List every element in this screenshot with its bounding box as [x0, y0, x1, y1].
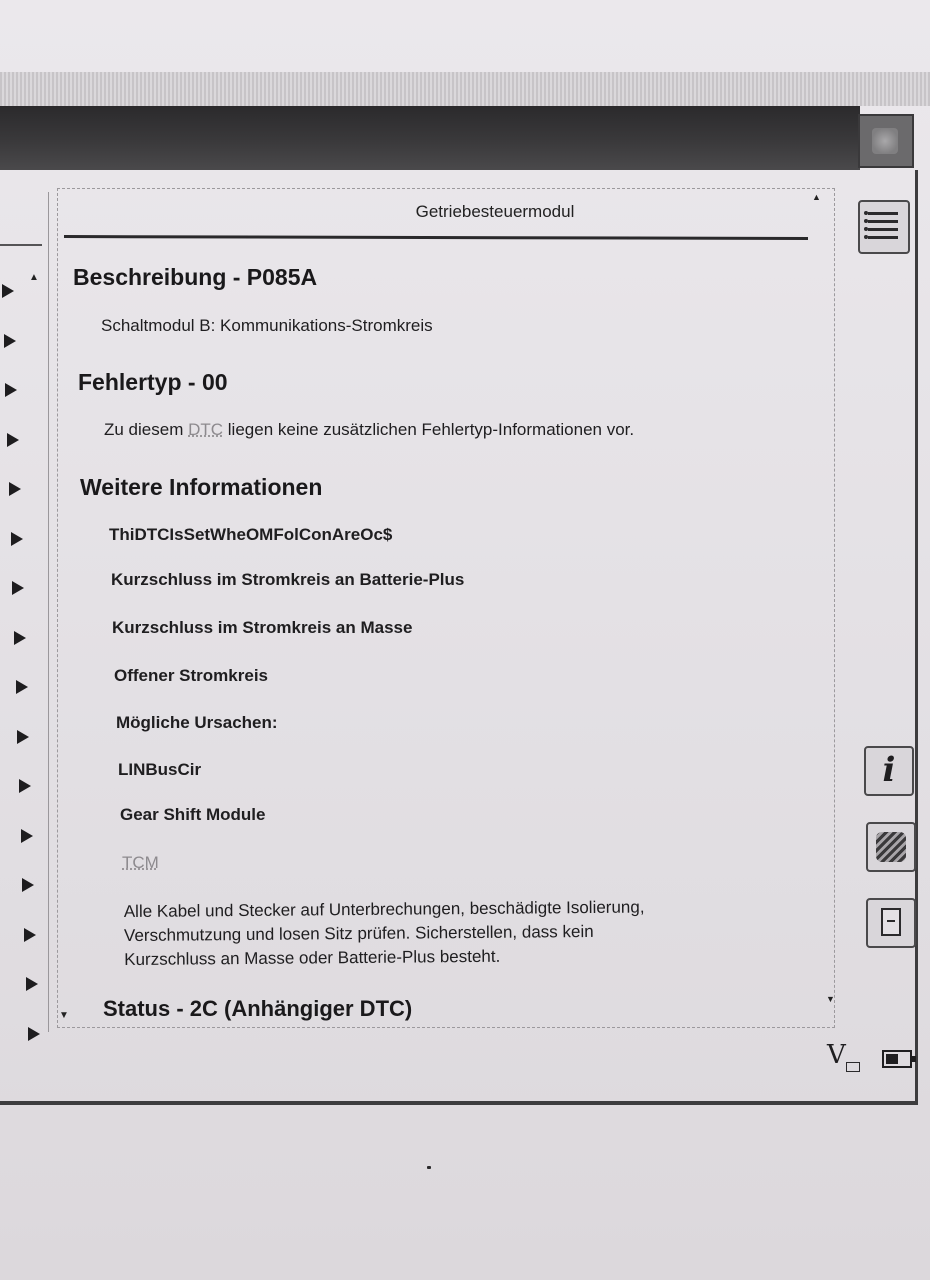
tree-expand-arrow-icon[interactable] — [7, 433, 19, 447]
tree-expand-arrow-icon[interactable] — [24, 928, 36, 942]
tree-expand-arrow-icon[interactable] — [5, 383, 17, 397]
causes-label: Mögliche Ursachen: — [116, 713, 278, 732]
fault-type-text-before: Zu diesem — [104, 420, 189, 439]
tree-expand-arrow-icon[interactable] — [4, 334, 16, 348]
list-icon-line — [868, 212, 898, 215]
instructions-line: Alle Kabel und Stecker auf Unterbrechungen, beschädigte Isolierung, — [123, 897, 645, 922]
window-control-icon — [872, 128, 898, 154]
window-control-button[interactable] — [858, 114, 914, 168]
tree-expand-arrow-icon[interactable] — [22, 878, 34, 892]
content-scroll-up-icon[interactable]: ▲ — [812, 192, 821, 202]
tree-expand-arrow-icon[interactable] — [26, 977, 38, 991]
document-icon — [881, 908, 901, 936]
tcm-link[interactable]: TCM — [122, 853, 159, 872]
vehicle-status-sub-icon — [846, 1062, 860, 1072]
tree-expand-arrow-icon[interactable] — [12, 581, 24, 595]
title-bar — [0, 106, 860, 170]
tree-expand-arrow-icon[interactable] — [19, 779, 31, 793]
list-icon-line — [868, 236, 898, 239]
left-tree-scroll-down-icon[interactable]: ▼ — [59, 1010, 69, 1021]
fault-type-text — [104, 420, 634, 440]
tree-expand-arrow-icon[interactable] — [21, 829, 33, 843]
list-icon-line — [868, 220, 898, 223]
module-title: Getriebesteuermodul — [415, 202, 575, 221]
condition-item: Kurzschluss im Stromkreis an Masse — [112, 618, 413, 637]
list-view-button[interactable] — [858, 200, 910, 254]
fault-type-text-after: liegen keine zusätzlichen Fehlertyp-Informationen vor. — [223, 420, 635, 439]
condition-item: Offener Stromkreis — [114, 666, 268, 685]
battery-icon — [882, 1050, 912, 1068]
left-tree-scroll-up-icon[interactable]: ▲ — [29, 272, 39, 283]
instructions-line: Verschmutzung und losen Sitz prüfen. Sicherstellen, dass kein — [123, 921, 594, 946]
tools-button[interactable] — [866, 822, 916, 872]
list-icon-line — [868, 228, 898, 231]
tree-expand-arrow-icon[interactable] — [14, 631, 26, 645]
more-info-heading: Weitere Informationen — [80, 474, 323, 500]
description-heading: Beschreibung - P085A — [73, 264, 318, 290]
fault-type-heading: Fehlertyp - 00 — [78, 369, 228, 395]
set-condition-text: ThiDTCIsSetWheOMFolConAreOc$ — [109, 525, 393, 544]
vehicle-status-icon: V — [827, 1040, 846, 1070]
info-icon: i — [882, 750, 896, 790]
tree-expand-arrow-icon[interactable] — [17, 730, 29, 744]
left-tree-panel — [0, 192, 49, 1032]
tree-expand-arrow-icon[interactable] — [28, 1027, 40, 1041]
paper-speck — [427, 1166, 431, 1169]
cause-item: LINBusCir — [118, 760, 202, 779]
tools-icon — [876, 832, 906, 862]
tree-expand-arrow-icon[interactable] — [16, 680, 28, 694]
screen-top-edge — [0, 72, 930, 106]
dtc-link[interactable]: DTC — [188, 420, 224, 439]
content-scroll-down-icon[interactable]: ▼ — [826, 994, 835, 1004]
instructions-line: Kurzschluss an Masse oder Batterie-Plus besteht. — [124, 946, 501, 970]
left-tree-divider — [0, 244, 42, 246]
condition-item: Kurzschluss im Stromkreis an Batterie-Plus — [111, 570, 465, 589]
cause-link-item — [122, 853, 159, 873]
info-button[interactable] — [864, 746, 914, 796]
cause-item: Gear Shift Module — [120, 805, 266, 824]
tree-expand-arrow-icon[interactable] — [2, 284, 14, 298]
tree-expand-arrow-icon[interactable] — [11, 532, 23, 546]
instructions-text — [124, 894, 825, 972]
document-button[interactable] — [866, 898, 916, 948]
tree-expand-arrow-icon[interactable] — [9, 482, 21, 496]
description-text: Schaltmodul B: Kommunikations-Stromkreis — [101, 316, 433, 335]
status-heading: Status - 2C (Anhängiger DTC) — [103, 996, 413, 1021]
